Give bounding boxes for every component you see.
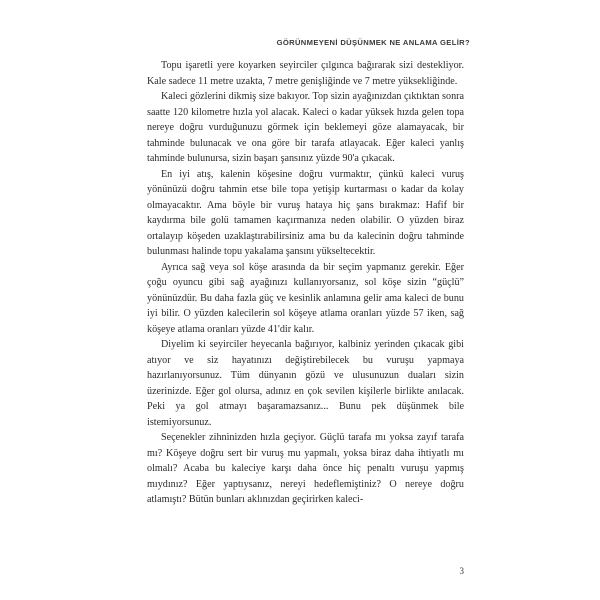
running-header: GÖRÜNMEYENİ DÜŞÜNMEK NE ANLAMA GELİR?: [276, 38, 470, 47]
paragraph: Kaleci gözlerini dikmiş size bakıyor. Top sizin ayağınızdan çıktıktan sonra saatte 120 kilometre hızla yol alacak. Kaleci o kadar yüksek hızda gelen topa nereye doğru vurduğunuzu görmek için beklemeyi göze alamayacak, bir tahminde bulunacak ve ona göre bir tarafa atlayacak. Eğer kaleci yanlış tahminde bulunursa, sizin başarı şansınız yüzde 90'a çıkacak.: [147, 91, 464, 164]
paragraph: Ayrıca sağ veya sol köşe arasında da bir seçim yapmanız gerekir. Eğer çoğu oyuncu gibi sağ ayağınızı kullanıyorsanız, sol köşe sizin “güçlü” yönünüzdür. Bu daha fazla güç ve kesinlik anlamına gelir ama kaleci de bunu iyi bilir. O yüzden kalecilerin sol köşeye atlama oranları yüzde 57 iken, sağ köşeye atlama oranları yüzde 41'dir kalır.: [147, 261, 464, 335]
paragraph: Topu işaretli yere koyarken seyirciler çılgınca bağırarak sizi destekliyor. Kale sadece 11 metre uzakta, 7 metre genişliğinde ve 7 metre yüksekliğinde.: [147, 60, 464, 87]
body-text: [147, 58, 464, 508]
paragraph: Seçenekler zihninizden hızla geçiyor. Güçlü tarafa mı yoksa zayıf tarafa mı? Köşeye doğru sert bir vuruş mu yapmalı, yoksa biraz daha ihtiyatlı mı olmalı? Acaba bu kaleciye karşı daha önce hiç penaltı vuruşu yapmış mıydınız? Eğer yaptıysanız, nereyi hedeflemiştiniz? O nereye doğru atlamıştı? Bütün bunları aklınızdan geçirirken kaleci-: [147, 432, 464, 505]
page-number: 3: [459, 566, 464, 576]
paragraph: Diyelim ki seyirciler heyecanla bağırıyor, kalbiniz yerinden çıkacak gibi atıyor ve siz hayatınızı değiştirebilecek bu vuruşu yapmaya hazırlanıyorsunuz. Tüm dünyanın gözü ve ulusunuzun duaları sizin üzerinizde. Eğer gol olursa, adınız en çok sevilen kişilerle birlikte anılacak. Peki ya gol atmayı başaramazsanız... Bunu pek düşünmek bile istemiyorsunuz.: [147, 339, 464, 428]
paragraph: En iyi atış, kalenin köşesine doğru vurmaktır, çünkü kaleci vuruş yönünüzü doğru tahmin etse bile topa yetişip kurtarması o kadar da kolay olmayacaktır. Ama böyle bir vuruş hataya hiç şans bırakmaz: Hafif bir kaydırma bile golü tamamen kaçırmanıza neden olabilir. O yüzden biraz ortalayıp köşeden uzaklaştırabilirsiniz ama bu da kalecinin doğru tahminde bulunması halinde topu yakalama şansını yükseltecektir.: [147, 168, 464, 257]
